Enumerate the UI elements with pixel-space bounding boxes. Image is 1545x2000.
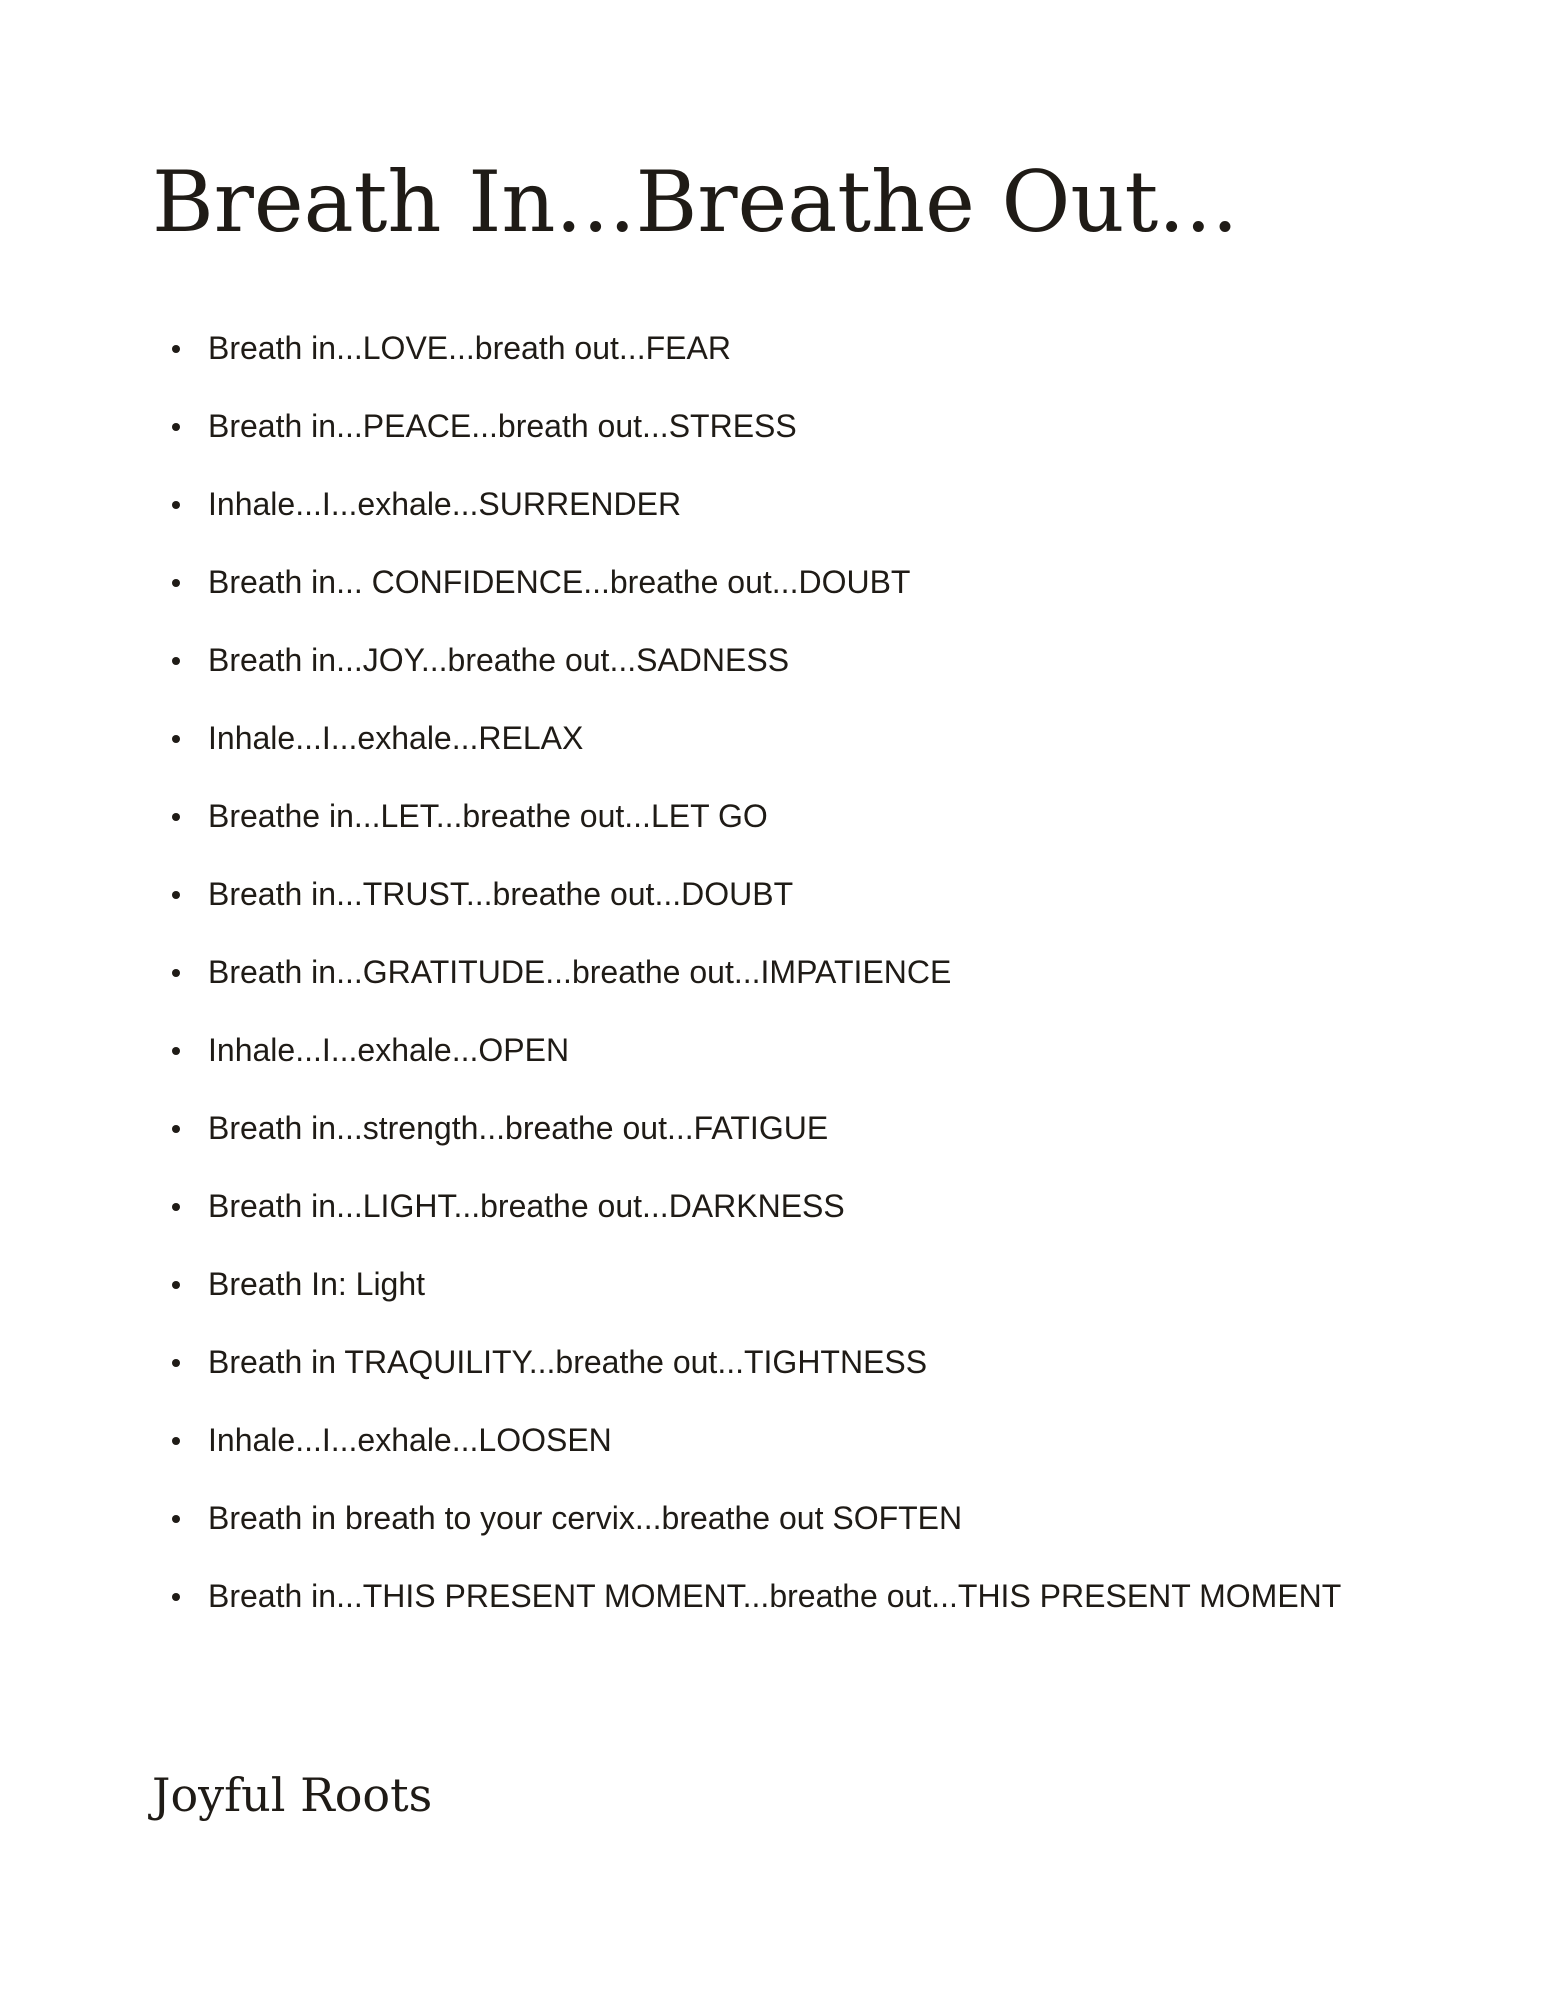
list-item: [152, 640, 1341, 718]
bullet-icon: [172, 1515, 180, 1523]
bullet-icon: [172, 813, 180, 821]
list-item-text: Inhale...I...exhale...SURRENDER: [208, 486, 682, 522]
list-item: [152, 562, 1341, 640]
bullet-icon: [172, 1593, 180, 1601]
list-item: [152, 952, 1341, 1030]
list-item-text: Inhale...I...exhale...RELAX: [208, 720, 584, 756]
list-item-text: Breath in...PEACE...breath out...STRESS: [208, 408, 797, 444]
list-item: [152, 1576, 1341, 1654]
bullet-icon: [172, 735, 180, 743]
list-item: [152, 1264, 1341, 1342]
list-item: [152, 1108, 1341, 1186]
list-item: [152, 718, 1341, 796]
list-item-text: Breath in TRAQUILITY...breathe out...TIGHTNESS: [208, 1344, 928, 1380]
list-item-text: Breath in... CONFIDENCE...breathe out...DOUBT: [208, 564, 911, 600]
bullet-icon: [172, 969, 180, 977]
list-item-text: Inhale...I...exhale...LOOSEN: [208, 1422, 612, 1458]
bullet-icon: [172, 1437, 180, 1445]
list-item-text: Breath In: Light: [208, 1266, 426, 1302]
list-item-text: Inhale...I...exhale...OPEN: [208, 1032, 570, 1068]
list-item-text: Breath in...strength...breathe out...FATIGUE: [208, 1110, 829, 1146]
list-item: [152, 1498, 1341, 1576]
bullet-icon: [172, 1359, 180, 1367]
list-item-text: Breath in...LOVE...breath out...FEAR: [208, 330, 731, 366]
list-item-text: Breath in...THIS PRESENT MOMENT...breathe out...THIS PRESENT MOMENT: [208, 1578, 1342, 1614]
list-item: [152, 796, 1341, 874]
list-item: [152, 406, 1341, 484]
breathing-affirmations-list: [152, 328, 1341, 1654]
list-item: [152, 1342, 1341, 1420]
list-item: [152, 484, 1341, 562]
list-item-text: Breath in...TRUST...breathe out...DOUBT: [208, 876, 794, 912]
bullet-icon: [172, 1125, 180, 1133]
list-item: [152, 328, 1341, 406]
list-item: [152, 874, 1341, 952]
bullet-icon: [172, 891, 180, 899]
brand-name: Joyful Roots: [152, 1768, 433, 1822]
list-item-text: Breathe in...LET...breathe out...LET GO: [208, 798, 768, 834]
list-item: [152, 1030, 1341, 1108]
list-item-text: Breath in...GRATITUDE...breathe out...IMPATIENCE: [208, 954, 952, 990]
list-item: [152, 1420, 1341, 1498]
bullet-icon: [172, 345, 180, 353]
bullet-icon: [172, 579, 180, 587]
list-item: [152, 1186, 1341, 1264]
bullet-icon: [172, 1281, 180, 1289]
bullet-icon: [172, 657, 180, 665]
bullet-icon: [172, 423, 180, 431]
bullet-icon: [172, 501, 180, 509]
bullet-icon: [172, 1203, 180, 1211]
list-item-text: Breath in breath to your cervix...breathe out SOFTEN: [208, 1500, 963, 1536]
list-item-text: Breath in...JOY...breathe out...SADNESS: [208, 642, 790, 678]
bullet-icon: [172, 1047, 180, 1055]
list-item-text: Breath in...LIGHT...breathe out...DARKNESS: [208, 1188, 845, 1224]
page-title: Breath In...Breathe Out...: [152, 153, 1239, 251]
